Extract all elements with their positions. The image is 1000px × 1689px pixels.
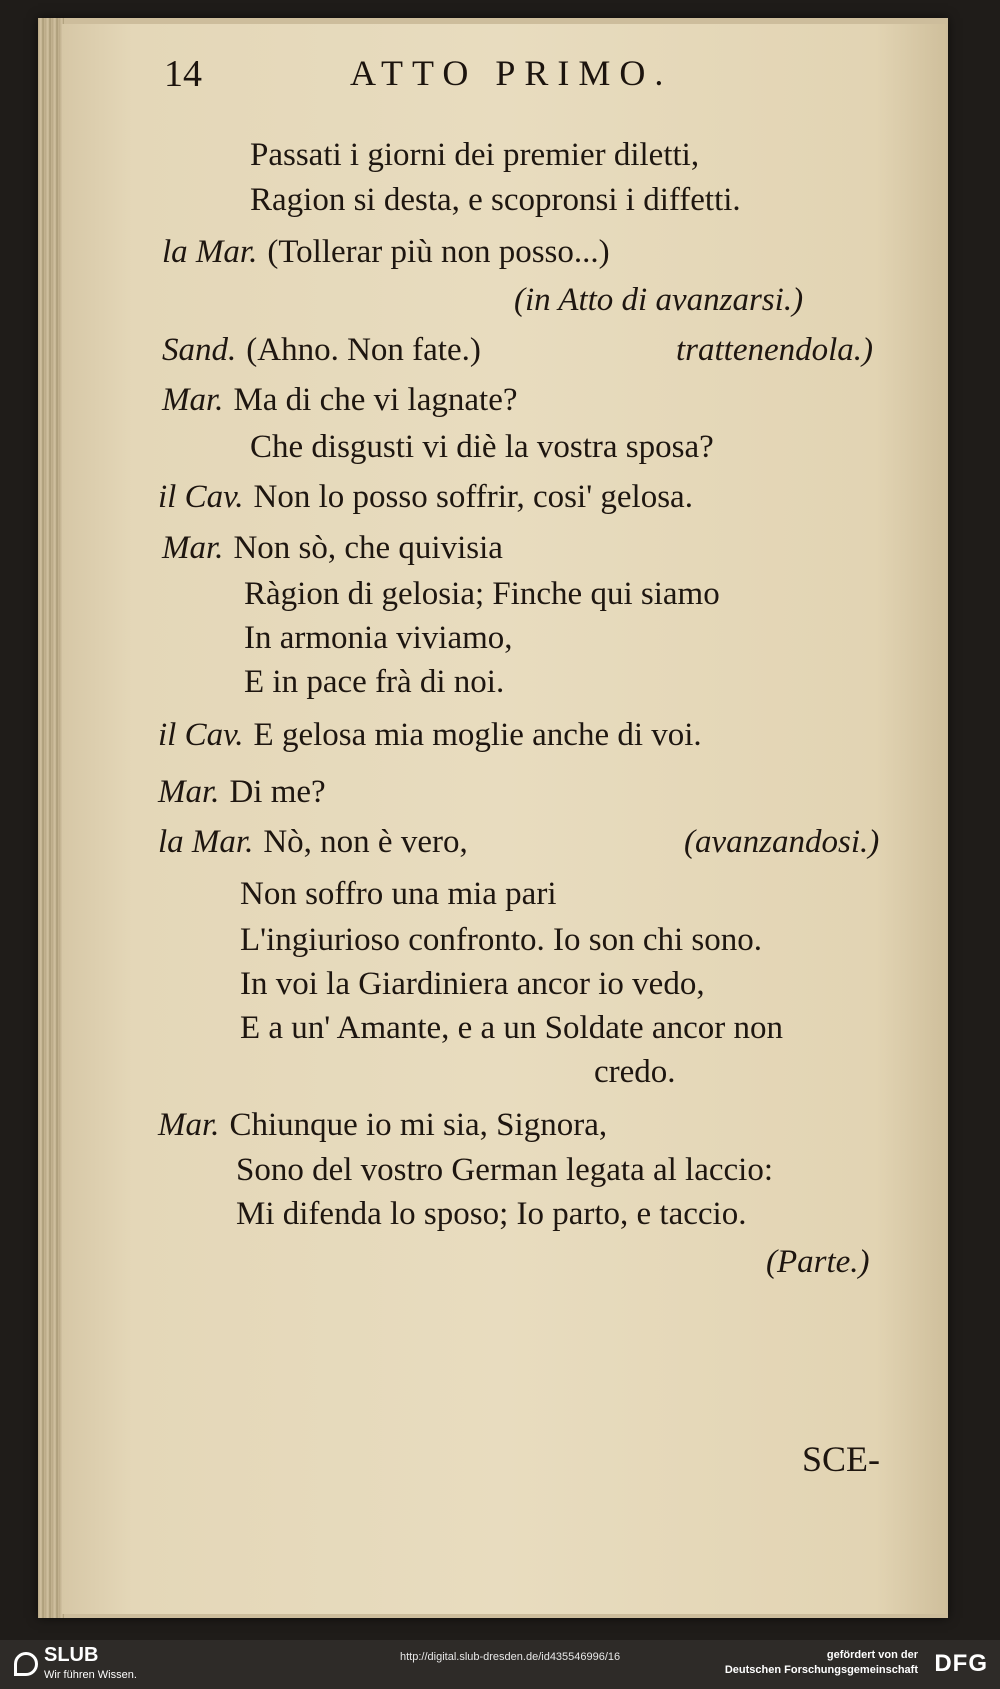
library-tagline: Wir führen Wissen. xyxy=(44,1669,137,1681)
verse-line: Sono del vostro German legata al laccio: xyxy=(236,1152,773,1188)
speaker-label: il Cav. xyxy=(158,479,244,515)
verse-line: il Cav. Non lo posso soffrir, cosi' gelosa. xyxy=(158,479,693,515)
verse-line: In armonia viviamo, xyxy=(244,620,513,656)
verse-line: Mar. Non sò, che quivisia xyxy=(162,530,503,566)
page-header xyxy=(160,52,860,102)
library-name[interactable]: SLUB xyxy=(44,1644,99,1666)
dfg-logo[interactable]: DFG xyxy=(934,1650,988,1677)
verse-line: la Mar. (Tollerar più non posso...) xyxy=(162,234,610,270)
speaker-label: il Cav. xyxy=(158,717,244,753)
stage-direction: (in Atto di avanzarsi.) xyxy=(514,282,804,318)
verse-line: In voi la Giardiniera ancor io vedo, xyxy=(240,966,705,1002)
catchword: SCE- xyxy=(802,1439,881,1479)
funding-line-2: Deutschen Forschungsgemeinschaft xyxy=(724,1664,918,1676)
verse-line: Che disgusti vi diè la vostra sposa? xyxy=(250,429,714,465)
verse-line: il Cav. E gelosa mia moglie anche di voi. xyxy=(158,717,702,753)
speaker-label: la Mar. xyxy=(158,824,254,860)
stage-direction: (Parte.) xyxy=(766,1244,870,1280)
verse-line: la Mar. Nò, non è vero, xyxy=(158,824,468,860)
verse-line: Non soffro una mia pari xyxy=(240,876,557,912)
verse-line: Sand. (Ahno. Non fate.) xyxy=(162,332,481,368)
verse-line: E in pace frà di noi. xyxy=(244,664,505,700)
funding-line-1: gefördert von der xyxy=(826,1649,918,1661)
permalink[interactable]: http://digital.slub-dresden.de/id435546996/16 xyxy=(400,1651,621,1663)
verse-line: L'ingiurioso confronto. Io son chi sono. xyxy=(240,922,762,958)
page-number: 14 xyxy=(164,53,202,95)
viewer-footer xyxy=(0,1640,1000,1689)
verse-line: Ràgion di gelosia; Finche qui siamo xyxy=(244,576,720,612)
running-title: ATTO PRIMO. xyxy=(350,53,673,93)
slub-logo-icon[interactable] xyxy=(14,1652,38,1676)
page-stack-edge xyxy=(38,18,64,1618)
speaker-label: Sand. xyxy=(162,332,237,368)
funding-note xyxy=(725,1648,918,1678)
speaker-label: la Mar. xyxy=(162,234,258,270)
verse-line: Mar. Ma di che vi lagnate? xyxy=(162,382,518,418)
speaker-label: Mar. xyxy=(162,382,224,418)
verse-line: Ragion si desta, e scopronsi i diffetti. xyxy=(250,182,741,218)
speaker-label: Mar. xyxy=(158,774,220,810)
verse-line: Mar. Di me? xyxy=(158,774,326,810)
verse-line: E a un' Amante, e a un Soldate ancor non xyxy=(240,1010,783,1046)
speaker-label: Mar. xyxy=(162,530,224,566)
stage-direction: (avanzandosi.) xyxy=(684,824,880,860)
verse-line: Mar. Chiunque io mi sia, Signora, xyxy=(158,1107,608,1143)
speaker-label: Mar. xyxy=(158,1107,220,1143)
verse-line: Mi difenda lo sposo; Io parto, e taccio. xyxy=(236,1196,747,1232)
verse-line: Passati i giorni dei premier diletti, xyxy=(250,137,700,173)
verse-line-turnover: credo. xyxy=(594,1054,676,1090)
stage-direction: trattenendola.) xyxy=(676,332,874,368)
